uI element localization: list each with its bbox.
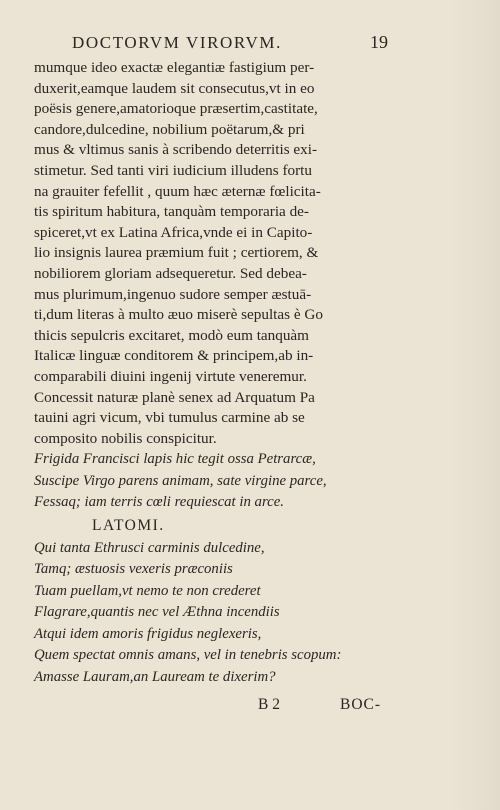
page-edge-shading — [450, 0, 500, 810]
text-line: Concessit naturæ planè senex ad Arquatum Pa — [34, 388, 315, 406]
text-block — [34, 58, 404, 688]
epitaph-line: Fessaq; iam terris cœli requiescat in arce. — [34, 494, 285, 511]
poem-line: Atqui idem amoris frigidus neglexeris, — [34, 625, 262, 642]
catchword: BOC- — [340, 696, 382, 713]
text-line: Italicæ linguæ conditorem & principem,ab in- — [34, 347, 314, 365]
text-line: ti,dum literas à multo æuo miserè sepultas è Go — [34, 306, 323, 324]
epitaph-line: Frigida Francisci lapis hic tegit ossa Petrarcæ, — [34, 451, 316, 468]
running-title: DOCTORVM VIRORVM. — [72, 33, 282, 52]
text-line: mus & vltimus sanis à scribendo deterritis exi- — [34, 141, 318, 159]
text-line: tauini agri vicum, vbi tumulus carmine ab se — [34, 409, 305, 427]
prose-paragraph — [34, 58, 404, 449]
epitaph — [34, 449, 404, 514]
text-line: thicis sepulcris excitaret, modò eum tanquàm — [34, 326, 309, 344]
text-line: mumque ideo exactæ elegantiæ fastigium per- — [34, 59, 315, 76]
poem-line: Qui tanta Ethrusci carminis dulcedine, — [34, 539, 265, 556]
poem-line: Tuam puellam,vt nemo te non crederet — [34, 582, 261, 599]
poem — [34, 538, 404, 689]
text-line: candore,dulcedine, nobilium poëtarum,& pri — [34, 120, 305, 138]
text-line: comparabili diuini ingenij virtute veneremur. — [34, 367, 307, 385]
text-line: tis spiritum habitura, tanquàm temporaria de- — [34, 203, 309, 221]
text-line: stimetur. Sed tanti viri iudicium illudens fortu — [34, 161, 312, 179]
signature-mark: B 2 — [258, 696, 280, 713]
poem-line: Tamq; æstuosis vexeris præconiis — [34, 561, 233, 578]
epitaph-line: Suscipe Virgo parens animam, sate virgine parce, — [34, 472, 327, 489]
poem-line: Quem spectat omnis amans, vel in tenebris scopum: — [34, 647, 342, 664]
poem-line: Flagrare,quantis nec vel Æthna incendiis — [34, 604, 280, 621]
text-line: composito nobilis conspicitur. — [34, 429, 217, 447]
text-line: poësis genere,amatorioque præsertim,castitate, — [34, 100, 318, 118]
text-line: nobiliorem gloriam adsequeretur. Sed debea- — [34, 264, 307, 282]
poem-line: Amasse Lauram,an Lauream te dixerim? — [34, 668, 276, 685]
text-line: mus plurimum,ingenuo sudore semper æstuā- — [34, 285, 312, 303]
text-line: lio insignis laurea præmium fuit ; certiorem, & — [34, 244, 319, 262]
text-line: na grauiter fefellit , quum hæc æternæ fœlicita- — [34, 182, 321, 200]
section-heading: LATOMI. — [92, 516, 165, 534]
text-line: duxerit,eamque laudem sit consecutus,vt in eo — [34, 79, 315, 97]
text-line: spiceret,vt ex Latina Africa,vnde ei in Capito- — [34, 223, 313, 241]
page-number: 19 — [370, 32, 388, 52]
